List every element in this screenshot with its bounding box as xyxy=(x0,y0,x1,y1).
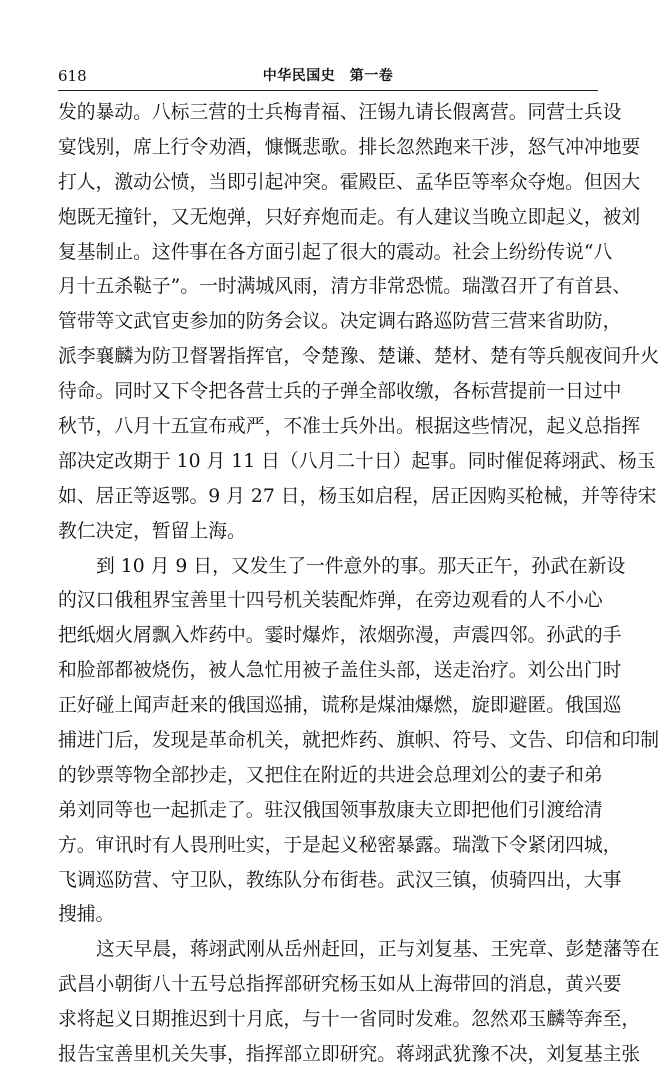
text-line: 到 10 月 9 日，又发生了一件意外的事。那天正午，孙武在新设 xyxy=(96,555,626,577)
text-line: 秋节，八月十五宣布戒严，不准士兵外出。根据这些情况，起义总指挥 xyxy=(58,416,641,438)
text-line: 捕进门后，发现是革命机关，就把炸药、旗帜、符号、文告、印信和印制 xyxy=(58,730,659,752)
text-line: 打人，激动公愤，当即引起冲突。霍殿臣、孟华臣等率众夺炮。但因大 xyxy=(58,171,641,193)
text-line: 方。审讯时有人畏刑吐实，于是起义秘密暴露。瑞澂下令紧闭四城， xyxy=(58,834,622,856)
text-line: 这天早晨，蒋翊武刚从岳州赶回，正与刘复基、王宪章、彭楚藩等在 xyxy=(96,939,659,961)
body-text xyxy=(58,96,659,1073)
text-line: 和脸部都被烧伤，被人急忙用被子盖住头部，送走治疗。刘公出门时 xyxy=(58,660,622,682)
text-line: 把纸烟火屑飘入炸药中。霎时爆炸，浓烟弥漫，声震四邻。孙武的手 xyxy=(58,625,622,647)
text-line: 派李襄麟为防卫督署指挥官，令楚豫、楚谦、楚材、楚有等兵舰夜间升火 xyxy=(58,346,659,368)
header-rule xyxy=(58,90,598,91)
text-line: 正好碰上闻声赶来的俄国巡捕，谎称是煤油爆燃，旋即避匿。俄国巡 xyxy=(58,695,622,717)
text-line: 搜捕。 xyxy=(58,904,115,926)
text-line: 弟刘同等也一起抓走了。驻汉俄国领事敖康夫立即把他们引渡给清 xyxy=(58,799,603,821)
text-line: 待命。同时又下令把各营士兵的子弹全部收缴，各标营提前一日过中 xyxy=(58,381,622,403)
text-line: 求将起义日期推迟到十月底，与十一省同时发难。忽然邓玉麟等奔至， xyxy=(58,1009,641,1031)
text-line: 教仁决定，暂留上海。 xyxy=(58,520,246,542)
text-line: 飞调巡防营、守卫队，教练队分布街巷。武汉三镇，侦骑四出，大事 xyxy=(58,869,622,891)
text-line: 炮既无撞针，又无炮弹，只好弃炮而走。有人建议当晚立即起义，被刘 xyxy=(58,206,641,228)
text-line: 的汉口俄租界宝善里十四号机关装配炸弹，在旁边观看的人不小心 xyxy=(58,590,603,612)
text-line: 管带等文武官吏参加的防务会议。决定调右路巡防营三营来省助防， xyxy=(58,311,622,333)
text-line: 月十五杀鞑子”。一时满城风雨，清方非常恐慌。瑞澂召开了有首县、 xyxy=(58,276,632,298)
page-header xyxy=(58,66,598,88)
text-line: 部决定改期于 10 月 11 日（八月二十日）起事。同时催促蒋翊武、杨玉 xyxy=(58,450,656,472)
text-line: 报告宝善里机关失事，指挥部立即研究。蒋翊武犹豫不决，刘复基主张 xyxy=(58,1044,641,1066)
text-line: 如、居正等返鄂。9 月 27 日，杨玉如启程，居正因购买枪械，并等待宋 xyxy=(58,485,657,507)
text-line: 宴饯别，席上行令劝酒，慷慨悲歌。排长忽然跑来干涉，怒气冲冲地要 xyxy=(58,136,641,158)
text-line: 发的暴动。八标三营的士兵梅青福、汪锡九请长假离营。同营士兵设 xyxy=(58,102,622,123)
page-number: 618 xyxy=(58,67,87,85)
text-line: 武昌小朝街八十五号总指挥部研究杨玉如从上海带回的消息，黄兴要 xyxy=(58,974,622,996)
running-title: 中华民国史 第一卷 xyxy=(262,68,394,84)
text-line: 复基制止。这件事在各方面引起了很大的震动。社会上纷纷传说“八 xyxy=(58,241,613,263)
text-line: 的钞票等物全部抄走，又把住在附近的共进会总理刘公的妻子和弟 xyxy=(58,764,603,786)
